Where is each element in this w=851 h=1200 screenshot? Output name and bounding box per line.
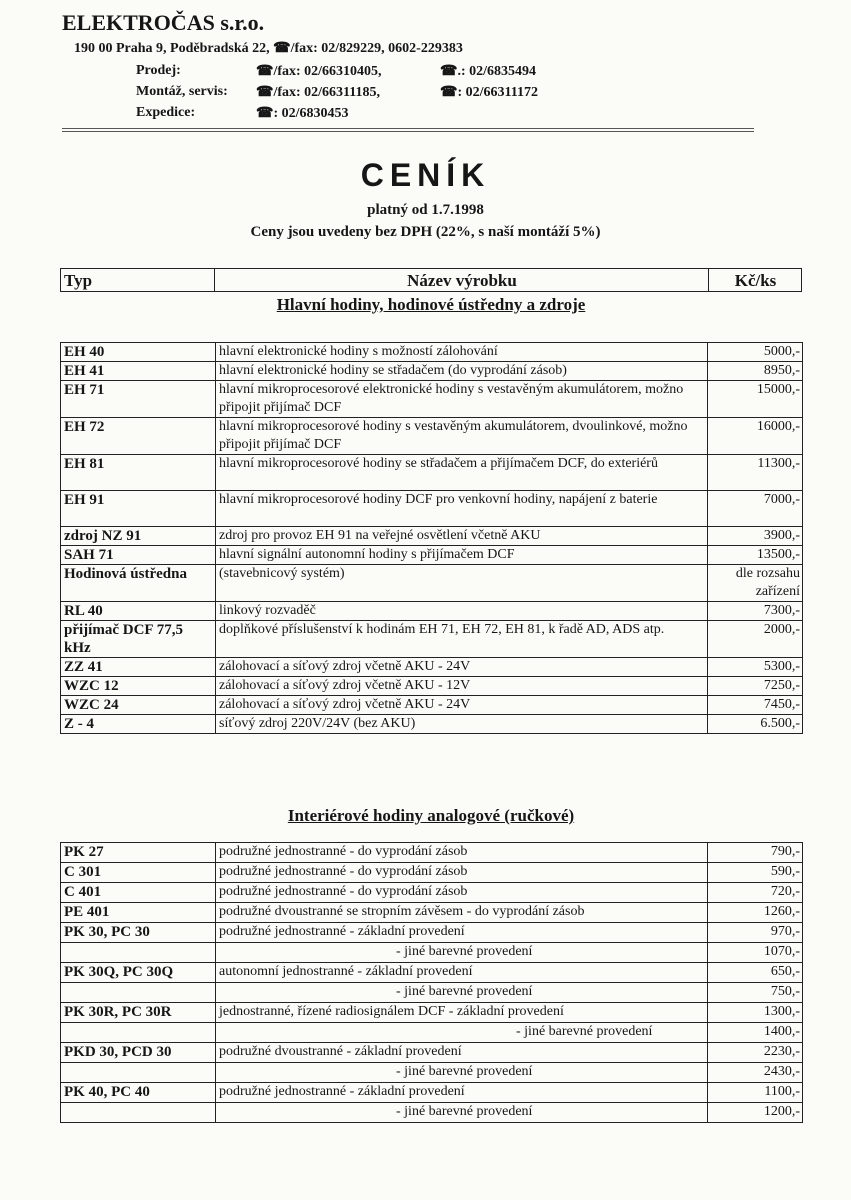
product-type: PK 30, PC 30 [61,923,216,943]
product-type: WZC 12 [61,677,216,696]
product-price: 5000,- [708,343,803,362]
product-name: hlavní mikroprocesorové elektronické hodiny s vestavěným akumulátorem, možno připojit přijímač DCF [216,381,708,418]
table-row [61,565,803,602]
product-type: EH 91 [61,491,216,527]
table-row [61,677,803,696]
product-type: EH 81 [61,455,216,491]
product-type: EH 41 [61,362,216,381]
table-row [61,602,803,621]
table-row [61,963,803,983]
header-type: Typ [64,271,93,290]
product-price: 3900,- [708,527,803,546]
table-row [61,418,803,455]
table-row [61,1083,803,1103]
header-price: Kč/ks [708,269,802,291]
product-price: 1100,- [708,1083,803,1103]
product-price: 650,- [708,963,803,983]
table-row [61,491,803,527]
product-price: 1400,- [708,1023,803,1043]
product-name: zdroj pro provoz EH 91 na veřejné osvětlení včetně AKU [216,527,708,546]
product-type: C 401 [61,883,216,903]
product-price: 7300,- [708,602,803,621]
product-name: hlavní mikroprocesorové hodiny DCF pro venkovní hodiny, napájení z baterie [216,491,708,527]
company-name: ELEKTROČAS s.r.o. [62,10,265,35]
table-header [60,268,802,292]
contact-phone-sales-2: ☎.: 02/6835494 [440,64,536,79]
product-price: 11300,- [708,455,803,491]
product-type: PE 401 [61,903,216,923]
product-price: 970,- [708,923,803,943]
table-row [61,362,803,381]
product-type [61,1103,216,1123]
section-title-interior-clocks: Interiérové hodiny analogové (ručkové) [287,806,575,825]
address: 190 00 Praha 9, Poděbradská 22, [74,41,270,56]
product-type: přijímač DCF 77,5 kHz [61,621,216,658]
product-price: 7000,- [708,491,803,527]
product-type: RL 40 [61,602,216,621]
product-name: hlavní elektronické hodiny se střadačem (do vyprodání zásob) [216,362,708,381]
product-price: 590,- [708,863,803,883]
product-name: zálohovací a síťový zdroj včetně AKU - 24V [216,658,708,677]
product-type: PK 27 [61,843,216,863]
product-name: (stavebnicový systém) [216,565,708,602]
table-row [61,883,803,903]
product-price: 7450,- [708,696,803,715]
table-row [61,1043,803,1063]
product-price: 1070,- [708,943,803,963]
product-type [61,943,216,963]
product-name: podružné dvoustranné se stropním závěsem - do vyprodání zásob [216,903,708,923]
product-type: SAH 71 [61,546,216,565]
product-name: - jiné barevné provedení [216,943,708,963]
product-price: 2000,- [708,621,803,658]
contact-phone-service-1: ☎/fax: 02/66311185, [256,85,380,100]
product-name: hlavní elektronické hodiny s možností zálohování [216,343,708,362]
product-name: autonomní jednostranné - základní provedení [216,963,708,983]
product-type [61,1063,216,1083]
product-name: - jiné barevné provedení [216,1063,708,1083]
table-row [61,546,803,565]
product-name: hlavní signální autonomní hodiny s přijímačem DCF [216,546,708,565]
table-row [61,983,803,1003]
contact-phone-sales-1: ☎/fax: 02/66310405, [256,64,382,79]
product-price: 6.500,- [708,715,803,734]
contact-label-service: Montáž, servis: [136,84,228,99]
price-table-interior-clocks [60,842,803,1123]
product-type: EH 40 [61,343,216,362]
product-name: - jiné barevné provedení [216,1103,708,1123]
product-type [61,1023,216,1043]
table-row [61,1003,803,1023]
contact-phone-dispatch: ☎: 02/6830453 [256,106,349,121]
table-row [61,1063,803,1083]
product-name: podružné jednostranné - do vyprodání zásob [216,843,708,863]
product-price: 1200,- [708,1103,803,1123]
product-price: 1300,- [708,1003,803,1023]
product-price: 5300,- [708,658,803,677]
product-name: - jiné barevné provedení [216,1023,708,1043]
valid-from: platný od 1.7.1998 [367,202,484,218]
contact-phone-service-2: ☎: 02/66311172 [440,85,538,100]
product-name: podružné jednostranné - základní provedení [216,923,708,943]
product-type: Hodinová ústředna [61,565,216,602]
section-title-main-clocks: Hlavní hodiny, hodinové ústředny a zdroje [276,295,586,314]
table-row [61,923,803,943]
product-type: PK 30Q, PC 30Q [61,963,216,983]
product-name: zálohovací a síťový zdroj včetně AKU - 24V [216,696,708,715]
address-phone: ☎/fax: 02/829229, 0602-229383 [273,41,463,56]
product-type: PKD 30, PCD 30 [61,1043,216,1063]
product-price: 13500,- [708,546,803,565]
table-row [61,455,803,491]
table-row [61,715,803,734]
table-row [61,621,803,658]
product-type: PK 40, PC 40 [61,1083,216,1103]
product-type: C 301 [61,863,216,883]
table-row [61,1023,803,1043]
product-price: 2230,- [708,1043,803,1063]
contact-label-sales: Prodej: [136,63,181,78]
table-row [61,863,803,883]
product-price: 8950,- [708,362,803,381]
product-type: ZZ 41 [61,658,216,677]
product-price: dle rozsahu zařízení [708,565,803,602]
product-name: - jiné barevné provedení [216,983,708,1003]
table-row [61,381,803,418]
product-name: zálohovací a síťový zdroj včetně AKU - 12V [216,677,708,696]
price-table-main-clocks [60,342,803,734]
product-name: hlavní mikroprocesorové hodiny se střadačem a přijímačem DCF, do exteriérů [216,455,708,491]
product-name: hlavní mikroprocesorové hodiny s vestavěným akumulátorem, dvoulinkové, možno připojit přijímač DCF [216,418,708,455]
product-type: WZC 24 [61,696,216,715]
table-row [61,903,803,923]
table-row [61,1103,803,1123]
product-name: doplňkové příslušenství k hodinám EH 71, EH 72, EH 81, k řadě AD, ADS atp. [216,621,708,658]
product-name: jednostranné, řízené radiosignálem DCF - základní provedení [216,1003,708,1023]
table-row [61,343,803,362]
product-price: 720,- [708,883,803,903]
product-price: 750,- [708,983,803,1003]
address-line [74,40,463,57]
product-price: 2430,- [708,1063,803,1083]
product-name: podružné jednostranné - základní provedení [216,1083,708,1103]
product-type [61,983,216,1003]
header-divider [62,128,754,132]
product-type: EH 71 [61,381,216,418]
table-row [61,943,803,963]
table-row [61,696,803,715]
table-row [61,843,803,863]
product-price: 1260,- [708,903,803,923]
product-type: EH 72 [61,418,216,455]
product-type: zdroj NZ 91 [61,527,216,546]
product-name: podružné jednostranné - do vyprodání zásob [216,883,708,903]
product-price: 7250,- [708,677,803,696]
table-row [61,658,803,677]
product-name: podružné jednostranné - do vyprodání zásob [216,863,708,883]
product-name: linkový rozvaděč [216,602,708,621]
product-type: PK 30R, PC 30R [61,1003,216,1023]
product-price: 16000,- [708,418,803,455]
header-name: Název výrobku [214,269,709,291]
table-row [61,527,803,546]
contact-label-dispatch: Expedice: [136,105,196,120]
product-price: 790,- [708,843,803,863]
product-price: 15000,- [708,381,803,418]
product-name: síťový zdroj 220V/24V (bez AKU) [216,715,708,734]
vat-note: Ceny jsou uvedeny bez DPH (22%, s naší montáží 5%) [250,224,601,240]
page-title: CENÍK [360,157,491,193]
product-type: Z - 4 [61,715,216,734]
product-name: podružné dvoustranné - základní provedení [216,1043,708,1063]
